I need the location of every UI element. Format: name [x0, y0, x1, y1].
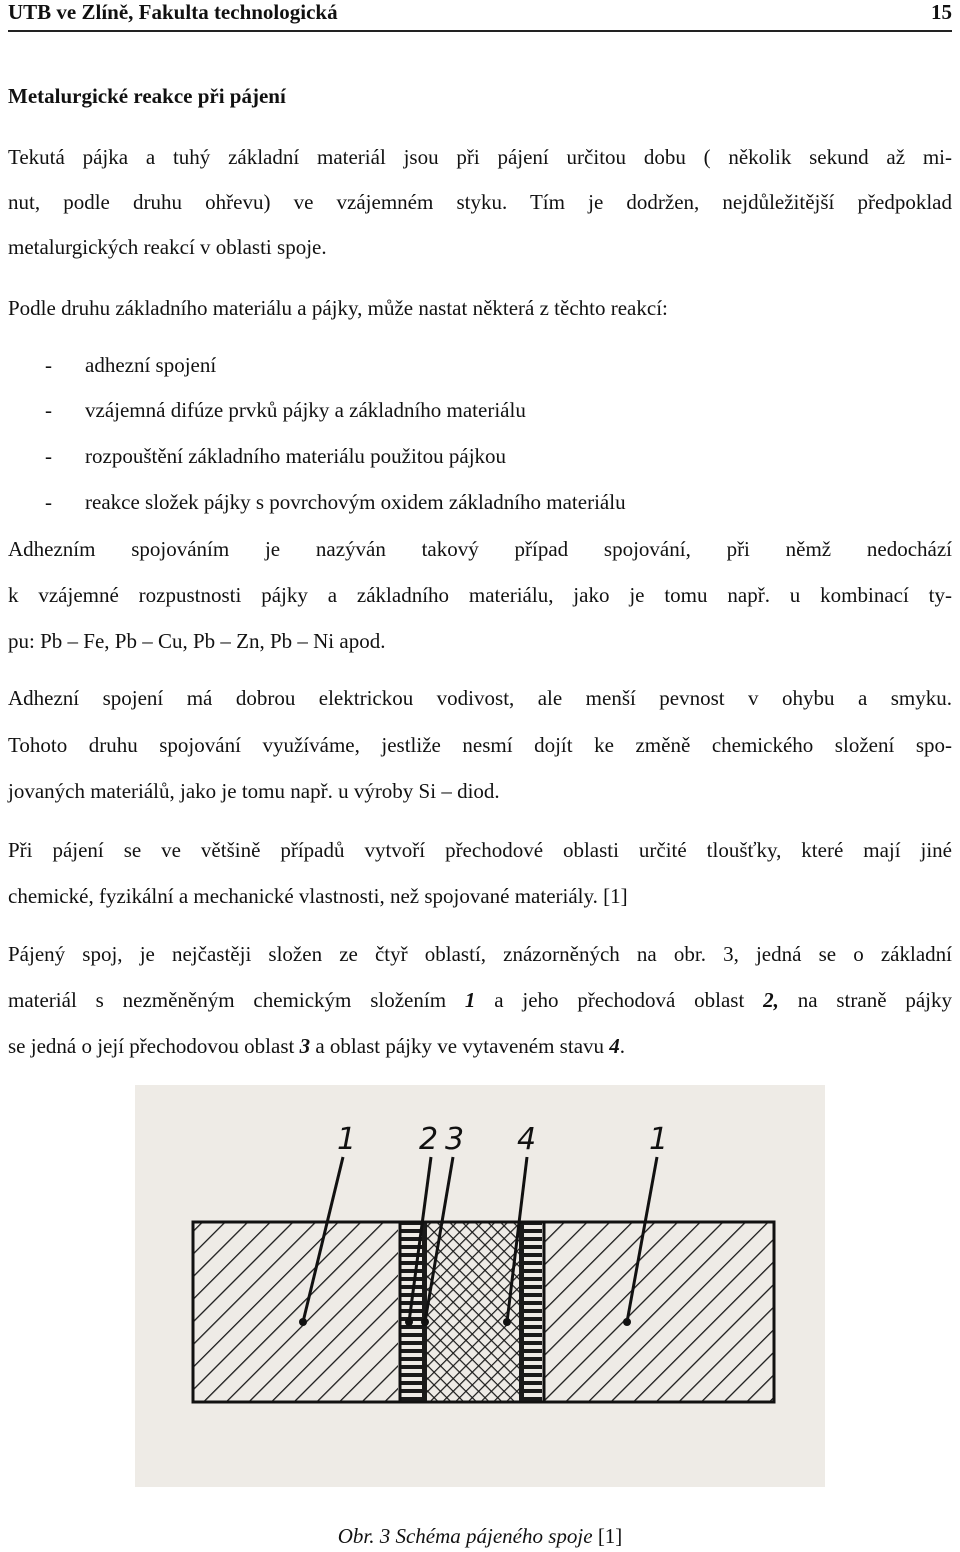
figure-caption: [0, 1524, 960, 1549]
region-3-solder-transition-right: [519, 1222, 524, 1402]
soldered-joint-svg: [135, 1085, 825, 1487]
paragraph4-line3: jovaných materiálů, jako je tomu např. u výroby Si – diod.: [8, 779, 500, 803]
label-region-1-right: 1: [649, 1122, 669, 1157]
bullet-marker: -: [45, 353, 52, 377]
section-title: Metalurgické reakce při pájení: [8, 84, 286, 108]
page-number: 15: [931, 0, 952, 24]
paragraph1-line1: Tekutá pájka a tuhý základní materiál jsou při pájení určitou dobu ( několik sekund až mi-: [8, 145, 952, 169]
paragraph1-line2: nut, podle druhu ohřevu) ve vzájemném styku. Tím je dodržen, nejdůležitější předpoklad: [8, 190, 952, 214]
paragraph2: Podle druhu základního materiálu a pájky, může nastat některá z těchto reakcí:: [8, 296, 668, 320]
label-region-3: 3: [445, 1122, 465, 1157]
header-institution: UTB ve Zlíně, Fakulta technologická: [8, 0, 338, 24]
paragraph3-line3: pu: Pb – Fe, Pb – Cu, Pb – Zn, Pb – Ni apod.: [8, 629, 386, 653]
paragraph5-line1: Při pájení se ve většině případů vytvoří přechodové oblasti určité tloušťky, které mají jiné: [8, 838, 952, 862]
caption-title: Obr. 3 Schéma pájeného spoje: [337, 1524, 593, 1548]
bullet-marker: -: [45, 398, 52, 422]
region-1-base-material-left: [193, 1222, 398, 1402]
label-region-4: 4: [517, 1122, 537, 1157]
bullet-item-2: vzájemná difúze prvků pájky a základního materiálu: [85, 398, 526, 422]
page-header: [8, 0, 952, 28]
paragraph6-line2-text-c: na straně pájky: [778, 988, 953, 1012]
leader-dot: [421, 1318, 429, 1326]
paragraph6-line1: Pájený spoj, je nejčastěji složen ze čtyř oblastí, znázorněných na obr. 3, jedná se o základní: [8, 942, 952, 966]
caption-reference: [1]: [592, 1524, 623, 1548]
paragraph6-line3: [8, 1034, 952, 1058]
paragraph4-line2: Tohoto druhu spojování využíváme, jestliže nesmí dojít ke změně chemického složení spo-: [8, 733, 952, 757]
ref-region-3: 3: [299, 1034, 311, 1058]
paragraph4-line1: Adhezní spojení má dobrou elektrickou vodivost, ale menší pevnost v ohybu a smyku.: [8, 686, 952, 710]
bullet-item-1: adhezní spojení: [85, 353, 217, 377]
paragraph6-line3-text-a: se jedná o její přechodovou oblast: [8, 1034, 300, 1058]
leader-dot: [405, 1318, 413, 1326]
paragraph6-line2: [8, 988, 952, 1012]
region-4-molten-solder: [427, 1222, 519, 1402]
leader-dot: [623, 1318, 631, 1326]
bullet-item-3: rozpouštění základního materiálu použitou pájkou: [85, 444, 507, 468]
label-region-2: 2: [419, 1122, 439, 1157]
bullet-item-4: reakce složek pájky s povrchovým oxidem základního materiálu: [85, 490, 626, 514]
paragraph6-line2-text-b: a jeho přechodová oblast: [475, 988, 764, 1012]
ref-region-2: 2,: [763, 988, 779, 1012]
bullet-marker: -: [45, 490, 52, 514]
paragraph5-line2: chemické, fyzikální a mechanické vlastnosti, než spojované materiály. [1]: [8, 884, 628, 908]
leader-dot: [299, 1318, 307, 1326]
region-2-transition-layer-right: [524, 1222, 542, 1402]
paragraph3-line2: k vzájemné rozpustnosti pájky a základního materiálu, jako je tomu např. u kombinací ty-: [8, 583, 952, 607]
paragraph3-line1: Adhezním spojováním je nazýván takový případ spojování, při němž nedochází: [8, 537, 952, 561]
paragraph6-line3-text-b: a oblast pájky ve vytaveném stavu: [310, 1034, 610, 1058]
bullet-marker: -: [45, 444, 52, 468]
ref-region-1: 1: [464, 988, 476, 1012]
label-region-1-left: 1: [337, 1122, 357, 1157]
paragraph6-line3-text-c: .: [619, 1034, 626, 1058]
soldered-joint-diagram: [135, 1085, 825, 1487]
ref-region-4: 4: [609, 1034, 620, 1058]
leader-dot: [503, 1318, 511, 1326]
region-1-base-material-right: [544, 1222, 774, 1402]
header-rule: [8, 30, 952, 32]
paragraph1-line3: metalurgických reakcí v oblasti spoje.: [8, 235, 327, 259]
paragraph6-line2-text-a: materiál s nezměněným chemickým složením: [8, 988, 465, 1012]
